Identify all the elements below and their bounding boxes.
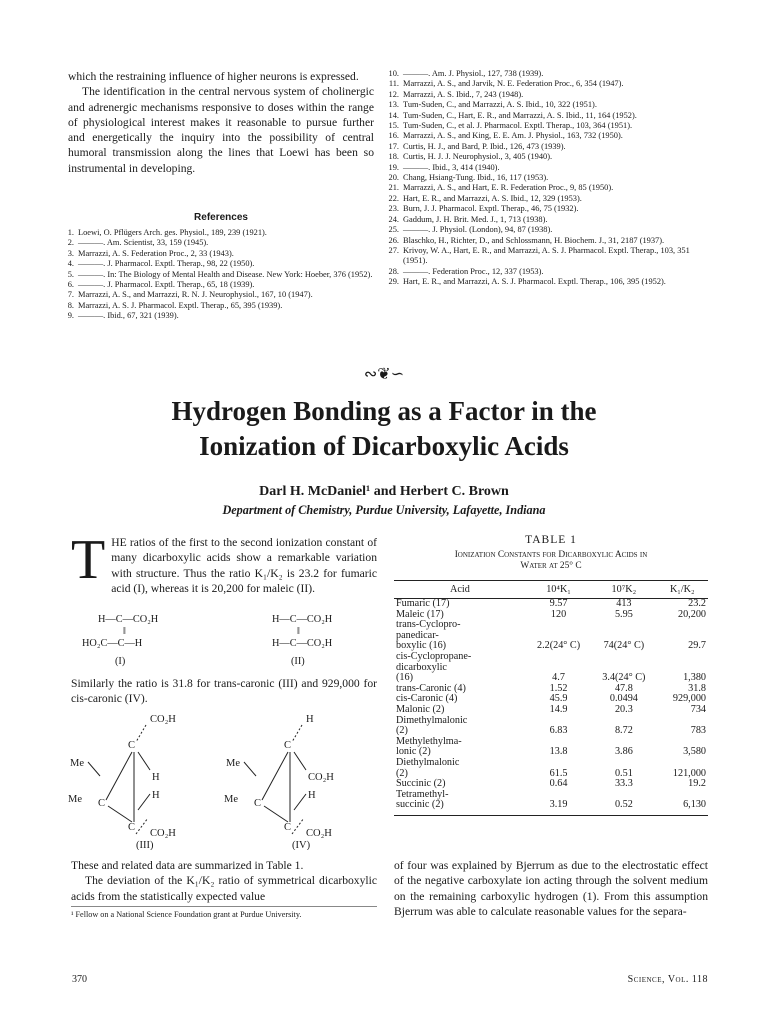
reference-text: ———. J. Pharmacol. Exptl. Therap., 98, 22 (1950). [78,259,255,269]
value-cell: 14.9 [549,703,568,715]
reference-text: Hart, E. R., and Marrazzi, A. S. Ibid., 12, 329 (1953). [403,193,582,203]
reference-item [385,215,701,225]
acid-name-cell: succinic (2) [396,799,444,811]
reference-text: Marrazzi, A. S., and Jarvik, N. E. Federation Proc., 6, 354 (1947). [403,79,624,89]
acid-name-cell: cis-Caronic (4) [396,693,458,705]
reference-text: Krivoy, W. A., Hart, E. R., and Marrazzi, A. S. J. Pharmacol. Exptl. Therap., 103, 351 (1951). [403,245,690,266]
reference-item [60,228,376,238]
acid-name-cell: boxylic (16) [396,640,447,652]
value-cell [657,652,708,663]
affiliation: Department of Chemistry, Purdue University, Lafayette, Indiana [222,503,546,517]
value-cell: 61.5 [549,767,568,779]
reference-text: ———. Ibid., 67, 321 (1939). [78,311,179,321]
reference-number: 24. [388,214,399,224]
reference-number: 3. [67,248,74,258]
value-cell [657,620,708,631]
atom-label: Me [70,758,84,769]
reference-item [385,131,701,141]
reference-item [385,183,701,193]
reference-text: Marrazzi, A. S., and Marrazzi, R. N. J. Neurophysiol., 167, 10 (1947). [78,290,313,300]
acid-name-cell: (16) [396,672,413,684]
reference-text: ———. J. Pharmacol. Exptl. Therap., 65, 18 (1939). [78,280,255,290]
value-cell: 3,580 [683,746,706,758]
structure-label: (IV) [292,840,311,850]
value-cell: 0.51 [614,767,633,779]
acid-name-cell: (2) [396,767,408,779]
reference-item [60,290,376,300]
column-header: 10⁷K₂ [591,581,656,599]
acid-name-cell: (2) [396,725,408,737]
caption-line: Ionization Constants for Dicarboxylic Acids in [454,550,648,560]
value-cell: 121,000 [672,767,706,779]
value-cell: 4.7 [552,672,565,684]
reference-item [60,280,376,290]
reference-text: Curtis, H. J., and Bard, P. Ibid., 126, 473 (1939). [403,141,566,151]
atom-label: H [152,772,160,783]
atom-label: C [128,740,136,751]
column-header: K₁/K₂ [657,581,708,599]
atom-label: C [284,822,292,833]
reference-text: Chang, Hsiang-Tung. Ibid., 16, 117 (1953). [403,173,549,183]
reference-number: 27. [388,245,399,255]
reference-number: 8. [67,300,74,310]
reference-item [385,194,701,204]
value-cell: 0.0494 [609,693,638,705]
paragraph: These and related data are summarized in Table 1. [71,859,304,872]
reference-text: Marrazzi, A. S. Federation Proc., 2, 33 (1943). [78,248,234,258]
reference-item [385,225,701,235]
table-bottom-rule [394,815,708,816]
journal-info: Science, Vol. 118 [627,974,708,985]
reference-number: 1. [67,228,74,237]
references-heading: References [194,212,248,223]
table-row [394,758,708,769]
right-column-text: of four was explained by Bjerrum as due to the electrostatic effect of the negative carboxylate ion acting through the solvent medium on the remaining carboxylic hydrogen (1). From this assumption Bjerrum was able to calculate reasonable values for the separa- [394,859,708,918]
page-number: 370 [72,974,87,985]
reference-number: 25. [388,225,399,235]
reference-number: 29. [388,277,399,287]
table-row [394,599,708,610]
reference-number: 20. [388,173,399,183]
reference-number: 14. [388,110,399,120]
table-row [394,705,708,716]
value-cell: 31.8 [688,682,706,694]
reference-item [385,246,701,267]
value-cell: 5.95 [614,608,633,620]
reference-text: ———. Federation Proc., 12, 337 (1953). [403,266,544,276]
reference-text: Blaschko, H., Richter, D., and Schlossmann, H. Biochem. J., 31, 2187 (1937). [403,235,665,245]
atom-label: C [98,798,106,809]
value-cell: 0.64 [549,778,568,790]
atom-label: CO₂H [150,828,176,839]
double-bond: ‖ [123,626,126,637]
atom-label: C [284,740,292,751]
value-cell: 20.3 [614,703,633,715]
structure-IV [222,710,372,850]
footnote: ¹ Fellow on a National Science Foundation grant at Purdue University. [71,910,302,919]
atom-label: CO₂H [306,828,332,839]
footnote-rule [71,906,377,907]
atom-label: CO₂H [150,714,176,725]
value-cell: 0.52 [614,799,633,811]
reference-item [385,100,701,110]
summary-paragraph [71,858,377,904]
reference-text: Marrazzi, A. S., and Hart, E. R. Federation Proc., 9, 85 (1950). [403,183,614,193]
reference-item [385,267,701,277]
column-header: Acid [394,581,526,599]
value-cell: 413 [616,598,632,609]
reference-number: 10. [388,69,399,78]
similar-paragraph: Similarly the ratio is 31.8 for trans-caronic (III) and 929,000 for cis-caronic (IV). [71,677,377,706]
acid-name-cell: Succinic (2) [396,778,446,790]
atom-label: H [306,714,314,725]
paragraph: The deviation of the K₁/K₂ ratio of symmetrical dicarboxylic acids from the statistically expected value [71,874,377,903]
structure-line: HO₂C—C—H [82,638,143,649]
structure-label: (II) [291,656,305,667]
table-row [394,663,708,674]
table-title: TABLE 1 [525,534,577,546]
value-cell: 3.86 [614,746,633,758]
atom-label: H [308,790,316,801]
value-cell: 45.9 [549,693,568,705]
reference-number: 15. [388,121,399,131]
column-header: 10⁴K₁ [526,581,591,599]
acid-name-cell: dicarboxylic [396,661,447,673]
reference-number: 16. [388,131,399,141]
reference-text: Tum-Suden, C., et al. J. Pharmacol. Exptl. Therap., 103, 364 (1951). [403,121,633,131]
value-cell: 1.52 [549,682,568,694]
reference-number: 26. [388,235,399,245]
reference-item [385,69,701,79]
ornament: ∾❦∽ [363,366,405,383]
reference-text: ———. J. Physiol. (London), 94, 87 (1938). [403,225,553,235]
reference-item [385,142,701,152]
structure-label: (I) [115,656,126,667]
value-cell [657,758,708,769]
drop-cap: T [71,529,106,591]
reference-number: 22. [388,193,399,203]
reference-text: ———. Am. Scientist, 33, 159 (1945). [78,238,209,248]
reference-number: 28. [388,266,399,276]
value-cell: 33.3 [614,778,633,790]
value-cell: 734 [690,703,706,715]
reference-number: 19. [388,162,399,172]
reference-item [385,90,701,100]
reference-number: 7. [67,290,74,300]
intro-text: HE ratios of the first to the second ionization constant of many dicarboxylic acids show a remarkable variation with structure. Thus the ratio K₁/K₂ is 23.2 for fumaric acid (I), whereas it is 20,200 for maleic (II). [111,536,377,595]
reference-text: Loewi, O. Pflügers Arch. ges. Physiol., 189, 239 (1921). [78,228,267,237]
acid-name-cell: lonic (2) [396,746,431,758]
structure-line: H—C—CO₂H [98,614,159,625]
reference-text: Curtis, H. J. J. Neurophysiol., 3, 405 (1940). [403,152,553,162]
reference-number: 5. [67,269,74,279]
atom-label: C [254,798,262,809]
value-cell: 929,000 [672,693,706,705]
reference-text: Marrazzi, A. S. Ibid., 7, 243 (1948). [403,89,524,99]
value-cell: 13.8 [549,746,568,758]
value-cell [591,620,656,631]
acid-name-cell: trans-Cyclopro- [396,619,461,631]
acid-name-cell: trans-Caronic (4) [396,682,466,694]
reference-number: 6. [67,280,74,290]
reference-number: 17. [388,141,399,151]
value-cell: 783 [690,725,706,737]
reference-text: Burn, J. J. Pharmacol. Exptl. Therap., 46, 75 (1932). [403,204,579,214]
paragraph: The identification in the central nervous system of cholinergic and adrenergic mechanisms responsive to doses within the range of physiological interest makes it reasonable to pursue further and energetically the inquiry into the possibility of central humoral transmission along the lines that Loewi has been so instrumental in developing. [68,85,374,175]
reference-item [60,301,376,311]
structure-line: H—C—CO₂H [272,638,333,649]
intro-paragraph [71,529,377,596]
reference-item [385,111,701,121]
atom-label: Me [226,758,240,769]
acid-name-cell: Dimethylmalonic [396,714,468,726]
reference-item [60,249,376,259]
double-bond: ‖ [297,626,300,637]
atom-label: Me [224,794,238,805]
value-cell: 6,130 [683,799,706,811]
value-cell: 6.83 [549,725,568,737]
value-cell [526,758,591,769]
reference-number: 13. [388,100,399,110]
value-cell: 1,380 [683,672,706,684]
value-cell: 3.19 [549,799,568,811]
reference-number: 12. [388,89,399,99]
atom-label: Me [68,794,82,805]
table-caption [394,550,708,572]
title-line: Ionization of Dicarboxylic Acids [199,431,569,461]
caption-line: Water at 25° C [520,561,582,571]
value-cell: 74(24° C) [603,640,645,652]
value-cell: 2.2(24° C) [536,640,581,652]
title-line: Hydrogen Bonding as a Factor in the [171,396,597,426]
data-table [394,580,708,811]
reference-number: 21. [388,183,399,193]
acid-name-cell: Maleic (17) [396,608,444,620]
reference-number: 4. [67,259,74,269]
atom-label: H [152,790,160,801]
acid-name-cell: Diethylmalonic [396,756,460,768]
table-row [394,800,708,811]
reference-item [385,236,701,246]
atom-label: C [128,822,136,833]
reference-text: ———. Am. J. Physiol., 127, 738 (1939). [403,69,544,78]
acid-name-cell: Malonic (2) [396,703,445,715]
reference-text: Tum-Suden, C., and Marrazzi, A. S. Ibid., 10, 322 (1951). [403,100,597,110]
atom-label: CO₂H [308,772,334,783]
continued-text [68,69,374,176]
reference-item [385,204,701,214]
value-cell [591,758,656,769]
table-1 [394,534,708,816]
value-cell: 19.2 [688,778,706,790]
reference-item [385,277,701,287]
reference-text: Gaddum, J. H. Brit. Med. J., 1, 713 (1938). [403,214,548,224]
reference-item [385,121,701,131]
acid-name-cell: cis-Cyclopropane- [396,650,472,662]
value-cell: 47.8 [614,682,633,694]
reference-item [385,152,701,162]
reference-number: 23. [388,204,399,214]
reference-number: 11. [388,79,399,89]
value-cell: 3.4(24° C) [602,672,646,684]
value-cell [526,652,591,663]
table-body [394,599,708,811]
value-cell: 9.57 [549,598,568,609]
reference-text: Tum-Suden, C., Hart, E. R., and Marrazzi, A. S. Ibid., 11, 164 (1952). [403,110,637,120]
reference-number: 9. [67,311,74,321]
reference-text: Marrazzi, A. S., and King, E. E. Am. J. Physiol., 163, 732 (1950). [403,131,623,141]
reference-text: Hart, E. R., and Marrazzi, A. S. J. Pharmacol. Exptl. Therap., 106, 395 (1952). [403,277,666,287]
table-header-row [394,581,708,599]
value-cell: 23.2 [688,598,706,609]
acid-name-cell: Methylethylma- [396,735,462,747]
value-cell: 8.72 [614,725,633,737]
reference-item [60,238,376,248]
acid-name-cell: panedicar- [396,629,439,641]
reference-text: Marrazzi, A. S. J. Pharmacol. Exptl. Therap., 65, 395 (1939). [78,300,283,310]
references-list-left [60,228,376,322]
reference-item [385,163,701,173]
value-cell: 120 [550,608,567,620]
authors: Darl H. McDaniel¹ and Herbert C. Brown [259,484,509,499]
reference-item [60,270,376,280]
table-row [394,652,708,663]
acid-name-cell: Fumaric (17) [396,598,450,609]
reference-text: ———. In: The Biology of Mental Health and Disease. New York: Hoeber, 376 (1952). [78,269,373,279]
reference-item [60,259,376,269]
acid-name-cell: Tetramethyl- [396,788,449,800]
structure-label: (III) [136,840,154,850]
reference-item [385,173,701,183]
structure-III [66,710,216,850]
reference-item [60,311,376,321]
value-cell [591,652,656,663]
reference-item [385,79,701,89]
reference-text: ———. Ibid., 3, 414 (1940). [403,162,500,172]
article-title [40,394,728,464]
reference-number: 18. [388,152,399,162]
value-cell [526,620,591,631]
structure-line: H—C—CO₂H [272,614,333,625]
table-row [394,620,708,631]
value-cell: 20,200 [677,608,706,620]
paragraph: which the restraining influence of higher neurons is expressed. [68,70,359,83]
value-cell: 29.7 [688,640,706,652]
reference-number: 2. [67,238,74,248]
references-list-right [385,69,701,288]
